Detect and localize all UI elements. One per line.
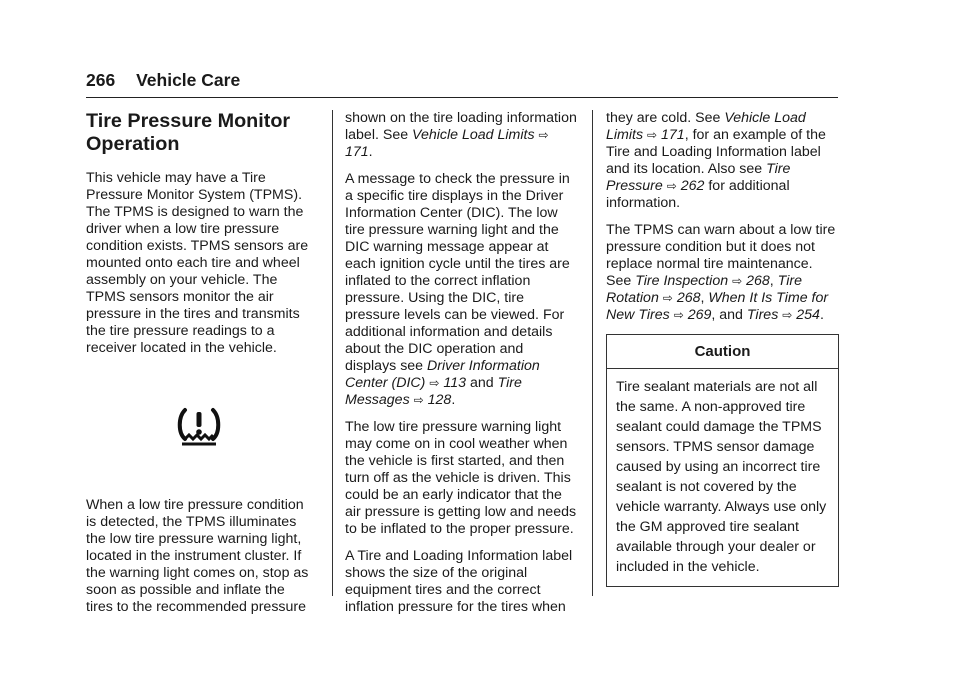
- cross-reference-link[interactable]: Tires: [746, 307, 779, 323]
- cross-reference-link[interactable]: When It Is Time for New Tires: [606, 290, 829, 323]
- paragraph: The TPMS can warn about a low tire pressure condition but it does not replace normal tire maintenance. See Tire Inspection ⇨ 268, Tire Rotation ⇨ 268, When It Is Time for New Tires ⇨ 269, and Tires ⇨ 254.: [606, 222, 836, 323]
- paragraph: The low tire pressure warning light may come on in cool weather when the vehicle is first started, and then turn off as the vehicle is driven. This could be an early indicator that the air pressure is getting low and needs to be inflated to the proper pressure.: [345, 419, 577, 537]
- cross-reference-link[interactable]: Tire Inspection: [635, 273, 729, 289]
- column-divider-1: [332, 110, 333, 596]
- page-ref-icon: ⇨: [782, 308, 793, 322]
- page-ref-icon: ⇨: [662, 291, 673, 305]
- page-reference[interactable]: 254: [796, 307, 820, 323]
- column-3: [606, 110, 839, 587]
- page-reference[interactable]: 262: [680, 178, 705, 194]
- cross-reference-link[interactable]: Tire Pressure: [606, 161, 791, 194]
- cross-reference-link[interactable]: Vehicle Load Limits: [412, 127, 535, 143]
- column-divider-2: [592, 110, 593, 596]
- caution-body: Tire sealant materials are not all the same. A non-approved tire sealant could damage the TPMS sensors. TPMS sensor damage caused by using an incorrect tire sealant is not covered by the vehicle warranty. Always use only the GM approved tire sealant available through your dealer or included in the vehicle.: [616, 379, 827, 575]
- page-ref-icon: ⇨: [673, 308, 684, 322]
- caution-box: [606, 334, 839, 587]
- page-reference[interactable]: 171: [345, 144, 369, 160]
- column-2: [345, 110, 577, 626]
- section-heading: Tire Pressure Monitor Operation: [86, 110, 291, 155]
- page-ref-icon: ⇨: [666, 179, 677, 193]
- page-reference[interactable]: 171: [661, 127, 685, 143]
- page-reference[interactable]: 113: [443, 375, 467, 391]
- header-rule: [86, 97, 838, 98]
- page-number: 266: [86, 70, 116, 90]
- page-ref-icon: ⇨: [647, 128, 658, 142]
- intro-paragraph: This vehicle may have a Tire Pressure Monitor System (TPMS). The TPMS is designed to warn the driver when a low tire pressure condition exists. TPMS sensors are mounted onto each tire and wheel assembly on your vehicle. The TPMS sensors monitor the air pressure in the tires and transmits the tire pressure readings to a receiver located in the vehicle.: [86, 170, 309, 356]
- page-header: [86, 70, 838, 91]
- paragraph: they are cold. See Vehicle Load Limits ⇨ 171, for an example of the Tire and Loading Information label and its location. Also see Tire Pressure ⇨ 262 for additional information.: [606, 110, 826, 211]
- page-ref-icon: ⇨: [538, 128, 549, 142]
- paragraph: A Tire and Loading Information label shows the size of the original equipment tires and the correct inflation pressure for the tires when: [345, 548, 573, 615]
- page-reference[interactable]: 128: [427, 392, 452, 408]
- paragraph: shown on the tire loading information label. See Vehicle Load Limits ⇨ 171.: [345, 110, 577, 160]
- cross-reference-link[interactable]: Vehicle Load Limits: [606, 110, 806, 143]
- page-reference[interactable]: 268: [676, 290, 701, 306]
- tpms-warning-icon: [176, 407, 222, 447]
- column-1: [86, 110, 314, 626]
- caution-title: Caution: [607, 335, 838, 369]
- cross-reference-link[interactable]: Tire Messages: [345, 375, 522, 408]
- page-ref-icon: ⇨: [413, 393, 424, 407]
- page-reference[interactable]: 268: [746, 273, 770, 289]
- cross-reference-link[interactable]: Tire Rotation: [606, 273, 802, 306]
- warning-paragraph: When a low tire pressure condition is detected, the TPMS illuminates the low tire pressure warning light, located in the instrument cluster. If the warning light comes on, stop as soon as possible and inflate the tires to the recommended pressure: [86, 497, 309, 615]
- section-title: Vehicle Care: [136, 70, 241, 90]
- paragraph: A message to check the pressure in a specific tire displays in the Driver Information Center (DIC). The low tire pressure warning light and the DIC warning message appear at each ignition cycle until the tires are inflated to the correct inflation pressure. Using the DIC, tire pressure levels can be viewed. For additional information and details about the DIC operation and displays see Driver Information Center (DIC) ⇨ 113 and Tire Messages ⇨ 128.: [345, 171, 570, 408]
- page-ref-icon: ⇨: [429, 376, 440, 390]
- page-reference[interactable]: 269: [687, 307, 712, 323]
- tpms-icon-area: [86, 367, 314, 461]
- cross-reference-link[interactable]: Driver Information Center (DIC): [345, 358, 540, 391]
- page-ref-icon: ⇨: [732, 274, 743, 288]
